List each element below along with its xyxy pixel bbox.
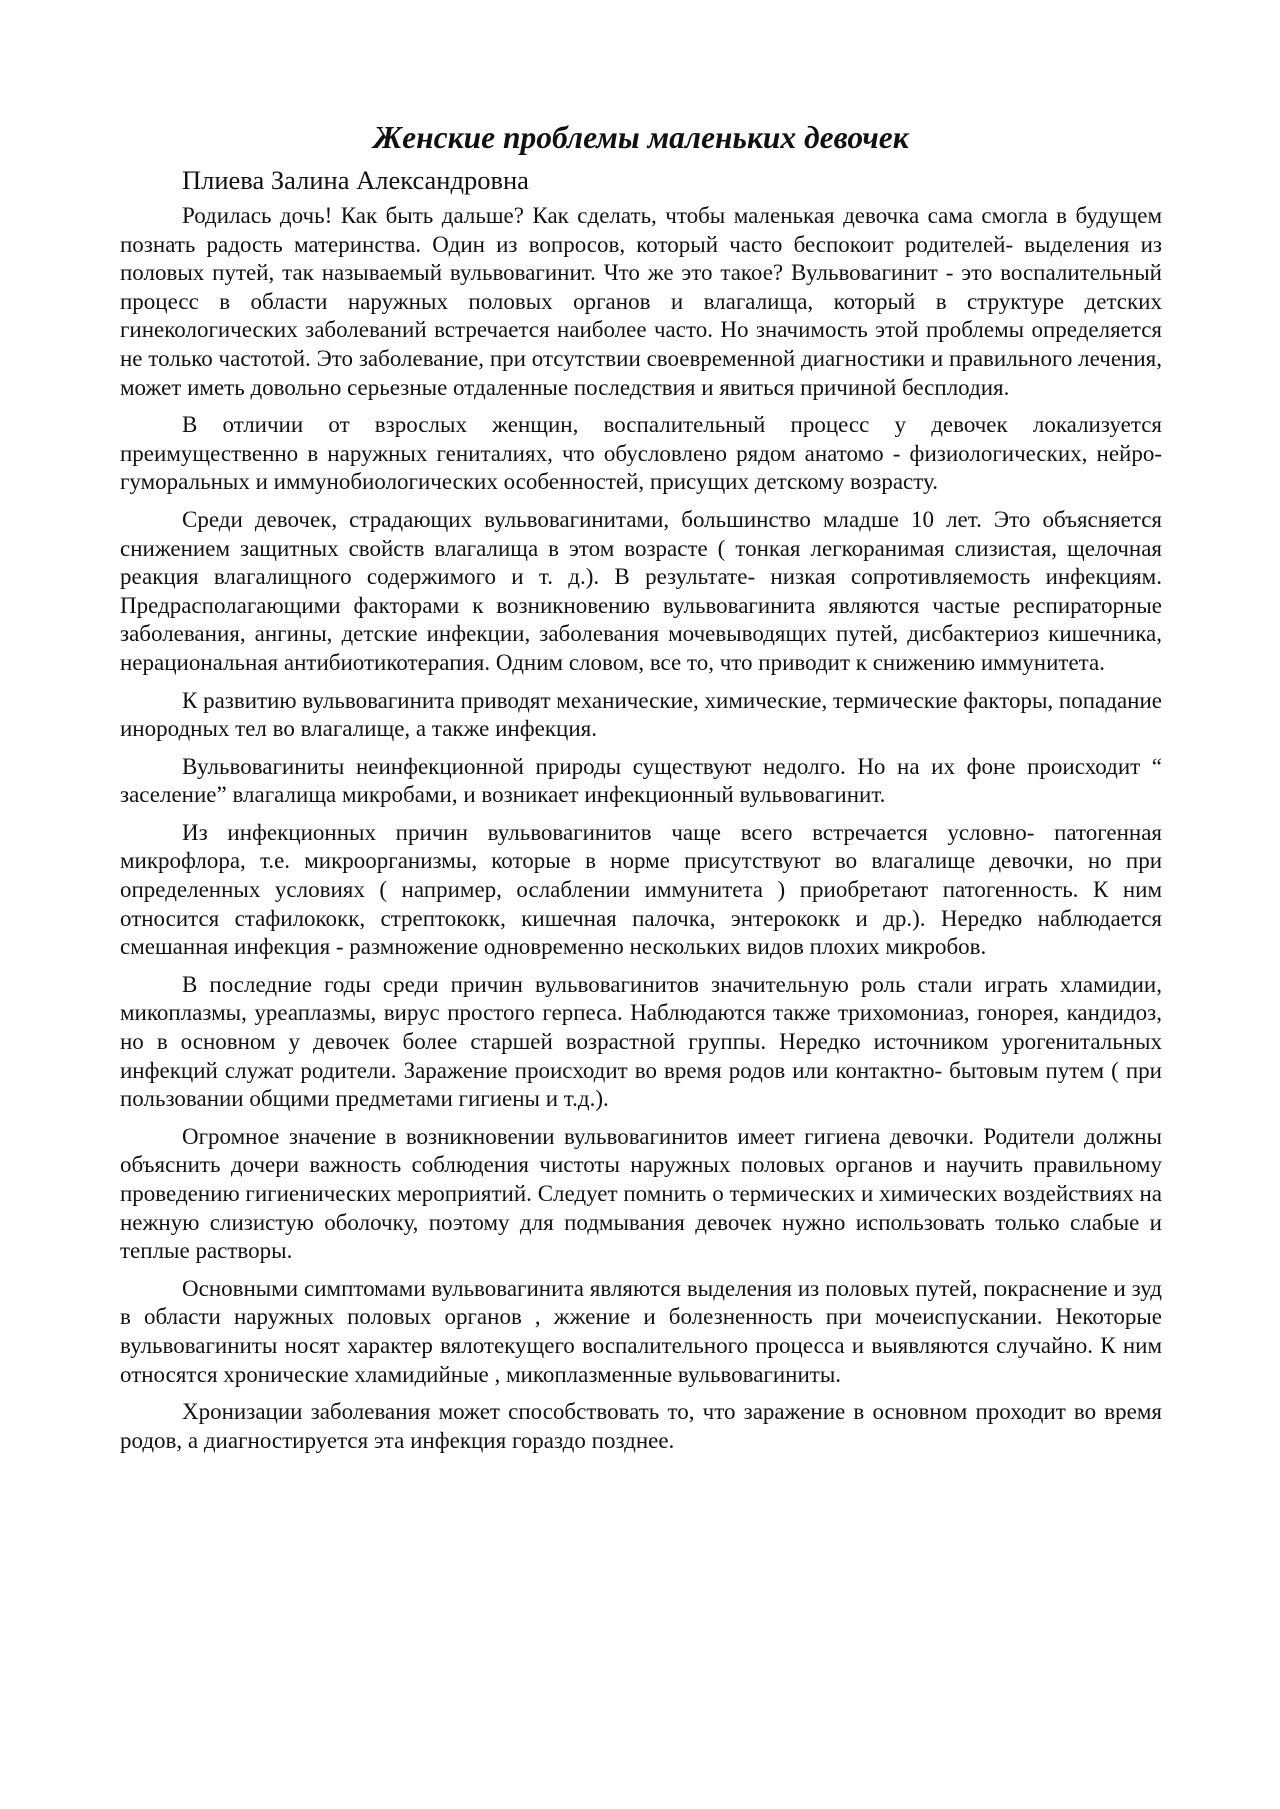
document-title: Женские проблемы маленьких девочек: [373, 120, 909, 155]
paragraph-1: Родилась дочь! Как быть дальше? Как сделать, чтобы маленькая девочка сама смогла в будущем познать радость материнства. Один из вопросов, который часто беспокоит родителей- выделения из половых путей, так называемый вульвовагинит. Что же это такое? Вульвовагинит - это воспалительный процесс в области наружных половых органов и влагалища, который в структуре детских гинекологических заболеваний встречается наиболее часто. Но значимость этой проблемы определяется не только частотой. Это заболевание, при отсутствии своевременной диагностики и правильного лечения, может иметь довольно серьезные отдаленные последствия и явиться причиной бесплодия.: [120, 203, 1162, 400]
paragraph-8: Огромное значение в возникновении вульвовагинитов имеет гигиена девочки. Родители должны объяснить дочери важность соблюдения чистоты наружных половых органов и научить правильному проведению гигиенических мероприятий. Следует помнить о термических и химических воздействиях на нежную слизистую оболочку, поэтому для подмывания девочек нужно использовать только слабые и теплые растворы.: [120, 1123, 1162, 1264]
document-author: Плиева Залина Александровна: [182, 165, 529, 195]
paragraph-2: В отличии от взрослых женщин, воспалительный процесс у девочек локализуется преимущественно в наружных гениталиях, что обусловлено рядом анатомо - физиологических, нейро-гуморальных и иммунобиологических особенностей, присущих детскому возрасту.: [120, 412, 1162, 495]
paragraph-4: К развитию вульвовагинита приводят механические, химические, термические факторы, попадание инородных тел во влагалище, а также инфекция.: [120, 687, 1162, 742]
paragraph-5: Вульвовагиниты неинфекционной природы существуют недолго. Но на их фоне происходит “ заселение” влагалища микробами, и возникает инфекционный вульвовагинит.: [120, 753, 1162, 808]
paragraph-9: Основными симптомами вульвовагинита являются выделения из половых путей, покраснение и зуд в области наружных половых органов , жжение и болезненность при мочеиспускании. Некоторые вульвовагиниты носят характер вялотекущего воспалительного процесса и выявляются случайно. К ним относятся хронические хламидийные , микоплазменные вульвовагиниты.: [120, 1275, 1162, 1387]
paragraph-7: В последние годы среди причин вульвовагинитов значительную роль стали играть хламидии, микоплазмы, уреаплазмы, вирус простого герпеса. Наблюдаются также трихомониаз, гонорея, кандидоз, но в основном у девочек более старшей возрастной группы. Нередко источником урогенитальных инфекций служат родители. Заражение происходит во время родов или контактно- бытовым путем ( при пользовании общими предметами гигиены и т.д.).: [120, 971, 1162, 1112]
paragraph-3: Среди девочек, страдающих вульвовагинитами, большинство младше 10 лет. Это объясняется снижением защитных свойств влагалища в этом возрасте ( тонкая легкоранимая слизистая, щелочная реакция влагалищного содержимого и т. д.). В результате- низкая сопротивляемость инфекциям. Предрасполагающими факторами к возникновению вульвовагинита являются частые респираторные заболевания, ангины, детские инфекции, заболевания мочевыводящих путей, дисбактериоз кишечника, нерациональная антибиотикотерапия. Одним словом, все то, что приводит к снижению иммунитета.: [120, 506, 1162, 675]
paragraph-6: Из инфекционных причин вульвовагинитов чаще всего встречается условно- патогенная микрофлора, т.е. микроорганизмы, которые в норме присутствуют во влагалище девочки, но при определенных условиях ( например, ослаблении иммунитета ) приобретают патогенность. К ним относится стафилококк, стрептококк, кишечная палочка, энтерококк и др.). Нередко наблюдается смешанная инфекция - размножение одновременно нескольких видов плохих микробов.: [120, 819, 1162, 960]
paragraph-10: Хронизации заболевания может способствовать то, что заражение в основном проходит во время родов, а диагностируется эта инфекция гораздо позднее.: [120, 1399, 1162, 1453]
